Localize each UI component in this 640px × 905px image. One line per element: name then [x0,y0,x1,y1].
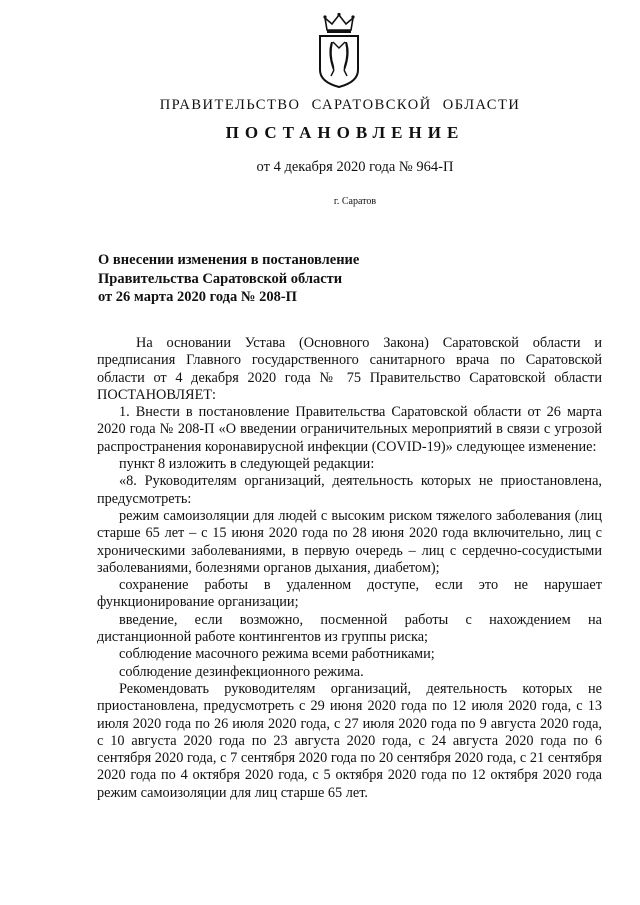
document-date-number: от 4 декабря 2020 года № 964-П [256,159,454,175]
body-paragraph: пункт 8 изложить в следующей редакции: [119,456,375,473]
body-paragraph: соблюдение дезинфекционного режима. [119,663,364,680]
body-paragraph: На основании Устава (Основного Закона) Саратовской области и предписания Главного государственного санитарного врача по Саратовской области от 4 декабря 2020 года № 75 Правительство Саратовской области ПОСТАНОВЛЯЕТ: [97,335,602,403]
body-paragraph: «8. Руководителям организаций, деятельность которых не приостановлена, предусмотреть: [97,473,602,507]
body-paragraph: 1. Внести в постановление Правительства Саратовской области от 26 марта 2020 года № 208-П «О введении ограничительных мероприятий в связи с угрозой распространения коронавирусной инфекции (COVID-19)» следующее изменение: [97,404,602,455]
subject-line: О внесении изменения в постановление [98,252,360,268]
document-city: г. Саратов [333,196,377,207]
government-title: ПРАВИТЕЛЬСТВО САРАТОВСКОЙ ОБЛАСТИ [159,97,521,113]
coat-of-arms-icon [313,12,365,88]
body-paragraph: введение, если возможно, посменной работы с нахождением на дистанционной работе контингентов из группы риска; [97,611,602,646]
body-paragraph: режим самоизоляции для людей с высоким риском тяжелого заболевания (лиц старше 65 лет – с 15 июня 2020 года по 28 июня 2020 года включительно, лиц с хроническими заболеваниями, в первую очередь – лиц с сердечно-сосудистыми заболеваниями, болезнями органов дыхания, диабетом); [97,507,602,576]
subject-line: от 26 марта 2020 года № 208-П [98,289,297,305]
document-body [97,335,602,802]
document-subject [98,251,498,307]
body-paragraph: Рекомендовать руководителям организаций, деятельность которых не приостановлена, предусмотреть с 29 июня 2020 года по 12 июля 2020 года, с 13 июля 2020 года по 26 июля 2020 года, с 27 июля 2020 года по 9 августа 2020 года, с 10 августа 2020 года по 23 августа 2020 года, с 24 августа 2020 года по 6 сентября 2020 года, с 7 сентября 2020 года по 20 сентября 2020 года, с 21 сентября 2020 года по 4 октября 2020 года, с 5 октября 2020 года по 12 октября 2020 года режим самоизоляции для лиц старше 65 лет. [97,680,602,801]
subject-line: Правительства Саратовской области [98,270,343,287]
document-type: ПОСТАНОВЛЕНИЕ [225,123,465,142]
body-paragraph: соблюдение масочного режима всеми работниками; [119,646,435,663]
body-paragraph: сохранение работы в удаленном доступе, если это не нарушает функционирование организации; [97,577,602,611]
